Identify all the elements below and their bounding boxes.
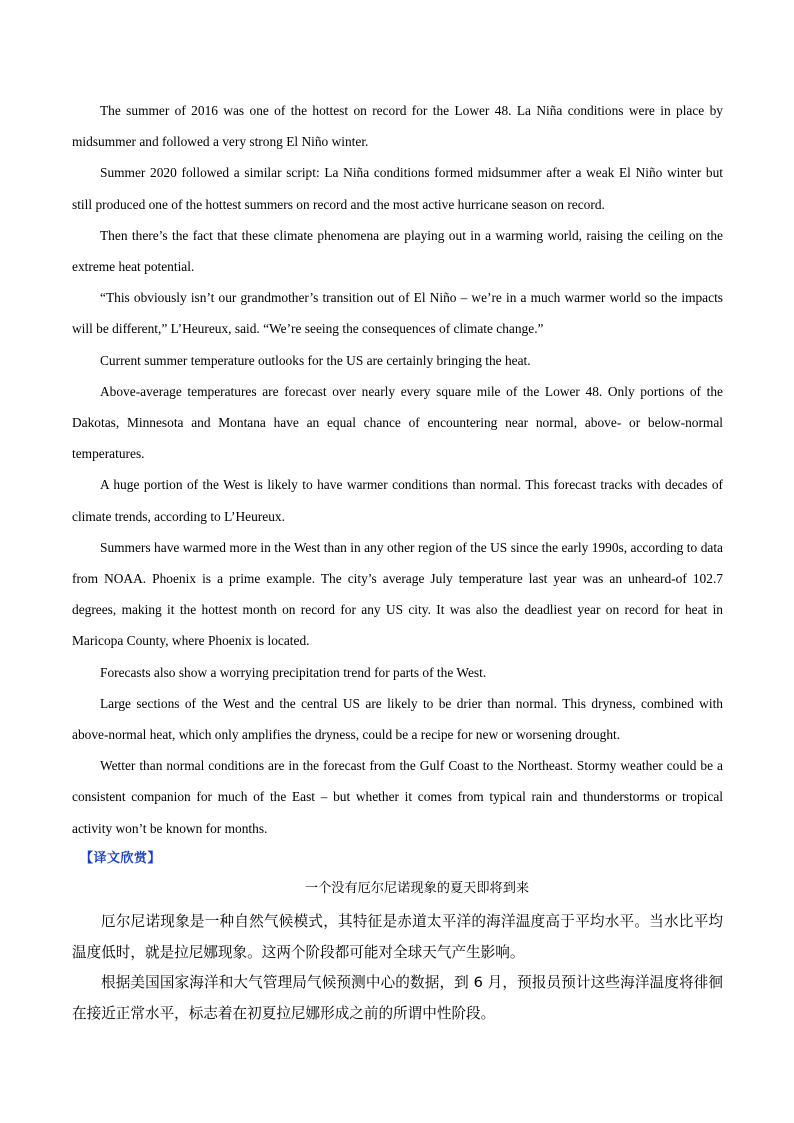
translation-title: 一个没有厄尔尼诺现象的夏天即将到来 bbox=[304, 881, 530, 896]
chinese-translation bbox=[72, 907, 723, 1029]
english-paragraph: Current summer temperature outlooks for the US are certainly bringing the heat. bbox=[100, 352, 531, 368]
english-paragraph: Summer 2020 followed a similar script: La Niña conditions formed midsummer after a weak El Niño winter but still produced one of the hottest summers on record and the most active hurricane season on record. bbox=[72, 165, 723, 212]
english-paragraph: A huge portion of the West is likely to have warmer conditions than normal. This forecast tracks with decades of climate trends, according to L’Heureux. bbox=[72, 477, 723, 524]
english-paragraph: Then there’s the fact that these climate phenomena are playing out in a warming world, raising the ceiling on the extreme heat potential. bbox=[72, 227, 723, 275]
english-paragraph: “This obviously isn’t our grandmother’s transition out of El Niño – we’re in a much warmer world so the impacts will be different,” L’Heureux, said. “We’re seeing the consequences of climate change.” bbox=[72, 290, 723, 337]
english-paragraph: The summer of 2016 was one of the hottest on record for the Lower 48. La Niña conditions were in place by midsummer and followed a very strong El Niño winter. bbox=[72, 103, 723, 150]
english-paragraph: Above-average temperatures are forecast over nearly every square mile of the Lower 48. Only portions of the Dakotas, Minnesota and Montana have an equal chance of encountering near normal, above- or below-normal temperatures. bbox=[72, 383, 723, 462]
english-paragraph: Large sections of the West and the central US are likely to be drier than normal. This dryness, combined with above-normal heat, which only amplifies the dryness, could be a recipe for new or worsening drought. bbox=[72, 695, 723, 743]
english-paragraph: Wetter than normal conditions are in the forecast from the Gulf Coast to the Northeast. Stormy weather could be a consistent companion for much of the East – but whether it comes from typical rain and thunderstorms or tropical activity won’t be known for months. bbox=[72, 758, 723, 836]
english-paragraph: Summers have warmed more in the West than in any other region of the US since the early 1990s, according to data from NOAA. Phoenix is a prime example. The city’s average July temperature last year was an unheard-of 102.7 degrees, making it the hottest month on record for any US city. It was also the deadliest year on record for heat in Maricopa County, where Phoenix is located. bbox=[72, 539, 723, 649]
english-paragraph: Forecasts also show a worrying precipitation trend for parts of the West. bbox=[100, 664, 487, 680]
chinese-paragraph: 根据美国国家海洋和大气管理局气候预测中心的数据，到 6 月，预报员预计这些海洋温度将徘徊在接近正常水平，标志着在初夏拉尼娜形成之前的所谓中性阶段。 bbox=[72, 974, 723, 1022]
chinese-paragraph: 厄尔尼诺现象是一种自然气候模式，其特征是赤道太平洋的海洋温度高于平均水平。当水比平均温度低时，就是拉尼娜现象。这两个阶段都可能对全球天气产生影响。 bbox=[72, 913, 723, 961]
section-heading: 【译文欣赏】 bbox=[80, 851, 162, 866]
english-article bbox=[72, 95, 723, 844]
